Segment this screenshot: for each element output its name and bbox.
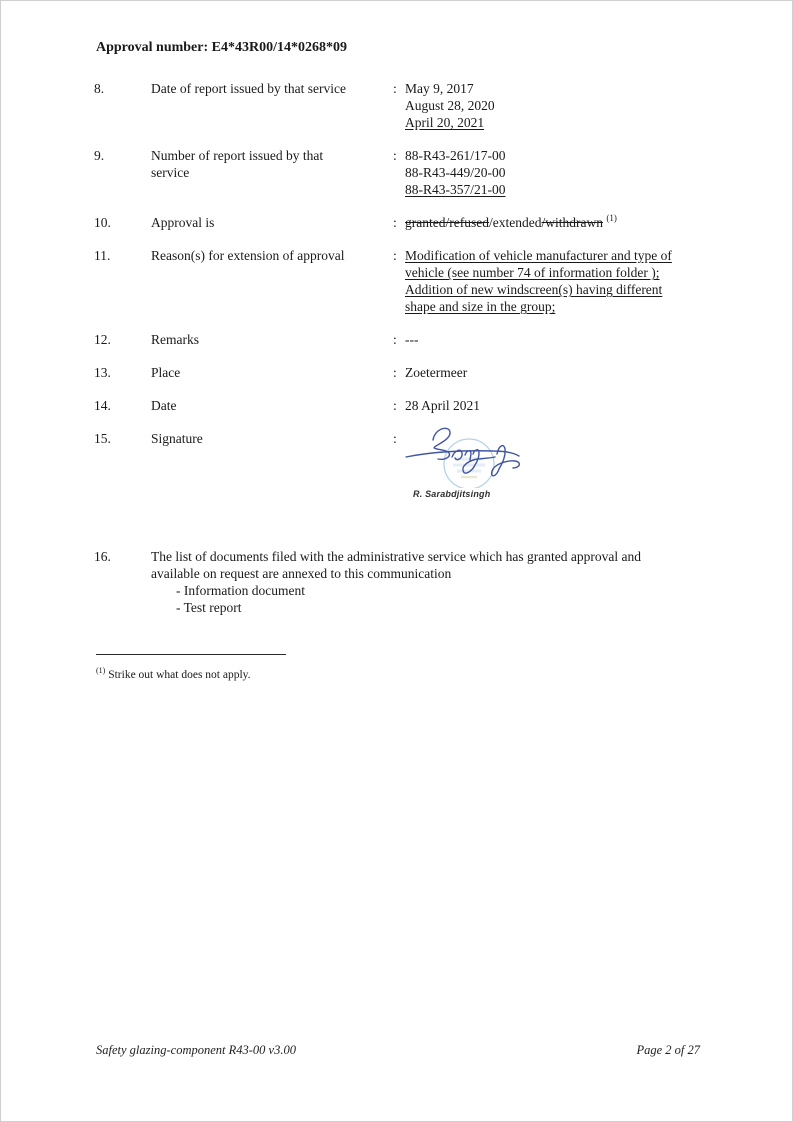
footnote-marker: (1)	[96, 666, 106, 675]
item-12-number: 12.	[94, 332, 111, 347]
item-11-reason-line-2: vehicle (see number 74 of information folder );	[405, 265, 660, 280]
item-10-value	[405, 214, 706, 231]
item-13-row	[94, 364, 706, 381]
item-14-row	[94, 397, 706, 414]
item-12-colon: :	[393, 332, 397, 347]
annexed-documents-list	[176, 582, 706, 616]
item-16-row	[94, 548, 706, 616]
item-14-number: 14.	[94, 398, 111, 413]
item-16-text-line-2: available on request are annexed to this communication	[151, 566, 452, 581]
item-9-number: 9.	[94, 148, 105, 163]
item-11-reason-line-1: Modification of vehicle manufacturer and type of	[405, 248, 672, 263]
annexed-document-item: - Information document	[176, 583, 305, 598]
item-14-label: Date	[151, 398, 177, 413]
item-10-number: 10.	[94, 215, 111, 230]
item-8-value-line-1: May 9, 2017	[405, 81, 474, 96]
item-8-value-line-2: August 28, 2020	[405, 98, 495, 113]
item-13-number: 13.	[94, 365, 111, 380]
item-8-colon: :	[393, 81, 397, 96]
approval-number-header	[96, 39, 706, 56]
item-8-value	[405, 80, 706, 131]
item-11-reason-line-3: Addition of new windscreen(s) having different	[405, 282, 663, 297]
item-13-colon: :	[393, 365, 397, 380]
item-11-row	[94, 247, 706, 315]
item-8-number: 8.	[94, 81, 105, 96]
annexed-document-item: - Test report	[176, 600, 242, 615]
item-12-label: Remarks	[151, 332, 199, 347]
item-16-text-line-1: The list of documents filed with the administrative service which has granted approval and	[151, 549, 641, 564]
item-9-row	[94, 147, 706, 198]
footnote-divider	[96, 654, 286, 655]
footnote-text	[96, 662, 706, 684]
item-11-label: Reason(s) for extension of approval	[151, 248, 345, 263]
item-10-row	[94, 214, 706, 231]
item-10-label: Approval is	[151, 215, 215, 230]
signature-ink	[406, 428, 519, 475]
page-content	[1, 1, 792, 684]
item-14-colon: :	[393, 398, 397, 413]
item-8-value-line-3: April 20, 2021	[405, 115, 485, 130]
item-15-colon: :	[393, 431, 397, 446]
item-12-row	[94, 331, 706, 348]
item-10-struck-withdrawn: /withdrawn	[541, 215, 603, 230]
signature-with-stamp-image	[405, 424, 530, 488]
item-13-value: Zoetermeer	[405, 365, 468, 380]
item-9-value-line-2: 88-R43-449/20-00	[405, 165, 506, 180]
page-footer	[96, 1042, 700, 1059]
item-9-value-line-3: 88-R43-357/21-00	[405, 182, 506, 197]
item-9-value	[405, 147, 706, 198]
item-11-colon: :	[393, 248, 397, 263]
item-14-value: 28 April 2021	[405, 398, 481, 413]
item-12-value: ---	[405, 332, 419, 347]
footer-document-id: Safety glazing-component R43-00 v3.00	[96, 1043, 296, 1057]
signature-block	[405, 424, 706, 503]
footnote-body: Strike out what does not apply.	[105, 669, 251, 681]
approval-number-value: E4*43R00/14*0268*09	[211, 40, 347, 55]
footnote-section	[94, 654, 706, 684]
item-8-label: Date of report issued by that service	[151, 81, 346, 96]
item-8-row	[94, 80, 706, 131]
signatory-name: R. Sarabdjitsingh	[413, 489, 491, 499]
item-15-row	[94, 430, 706, 503]
item-9-colon: :	[393, 148, 397, 163]
item-10-colon: :	[393, 215, 397, 230]
item-15-label: Signature	[151, 431, 203, 446]
footer-page-number: Page 2 of 27	[636, 1043, 700, 1057]
approval-stamp-icon	[444, 439, 494, 488]
item-10-footnote-ref: (1)	[606, 213, 617, 223]
item-10-kept-extended: /extended	[488, 215, 542, 230]
item-10-struck-granted-refused: granted/refused	[405, 215, 489, 230]
item-11-reason-line-4: shape and size in the group;	[405, 299, 556, 314]
item-15-number: 15.	[94, 431, 111, 446]
item-13-label: Place	[151, 365, 181, 380]
approval-number-label: Approval number:	[96, 40, 209, 55]
item-9-value-line-1: 88-R43-261/17-00	[405, 148, 506, 163]
item-16-number: 16.	[94, 549, 111, 564]
item-16-text	[151, 548, 706, 616]
item-9-label: Number of report issued by that service	[151, 148, 324, 180]
item-11-value	[405, 247, 706, 315]
item-11-number: 11.	[94, 248, 111, 263]
